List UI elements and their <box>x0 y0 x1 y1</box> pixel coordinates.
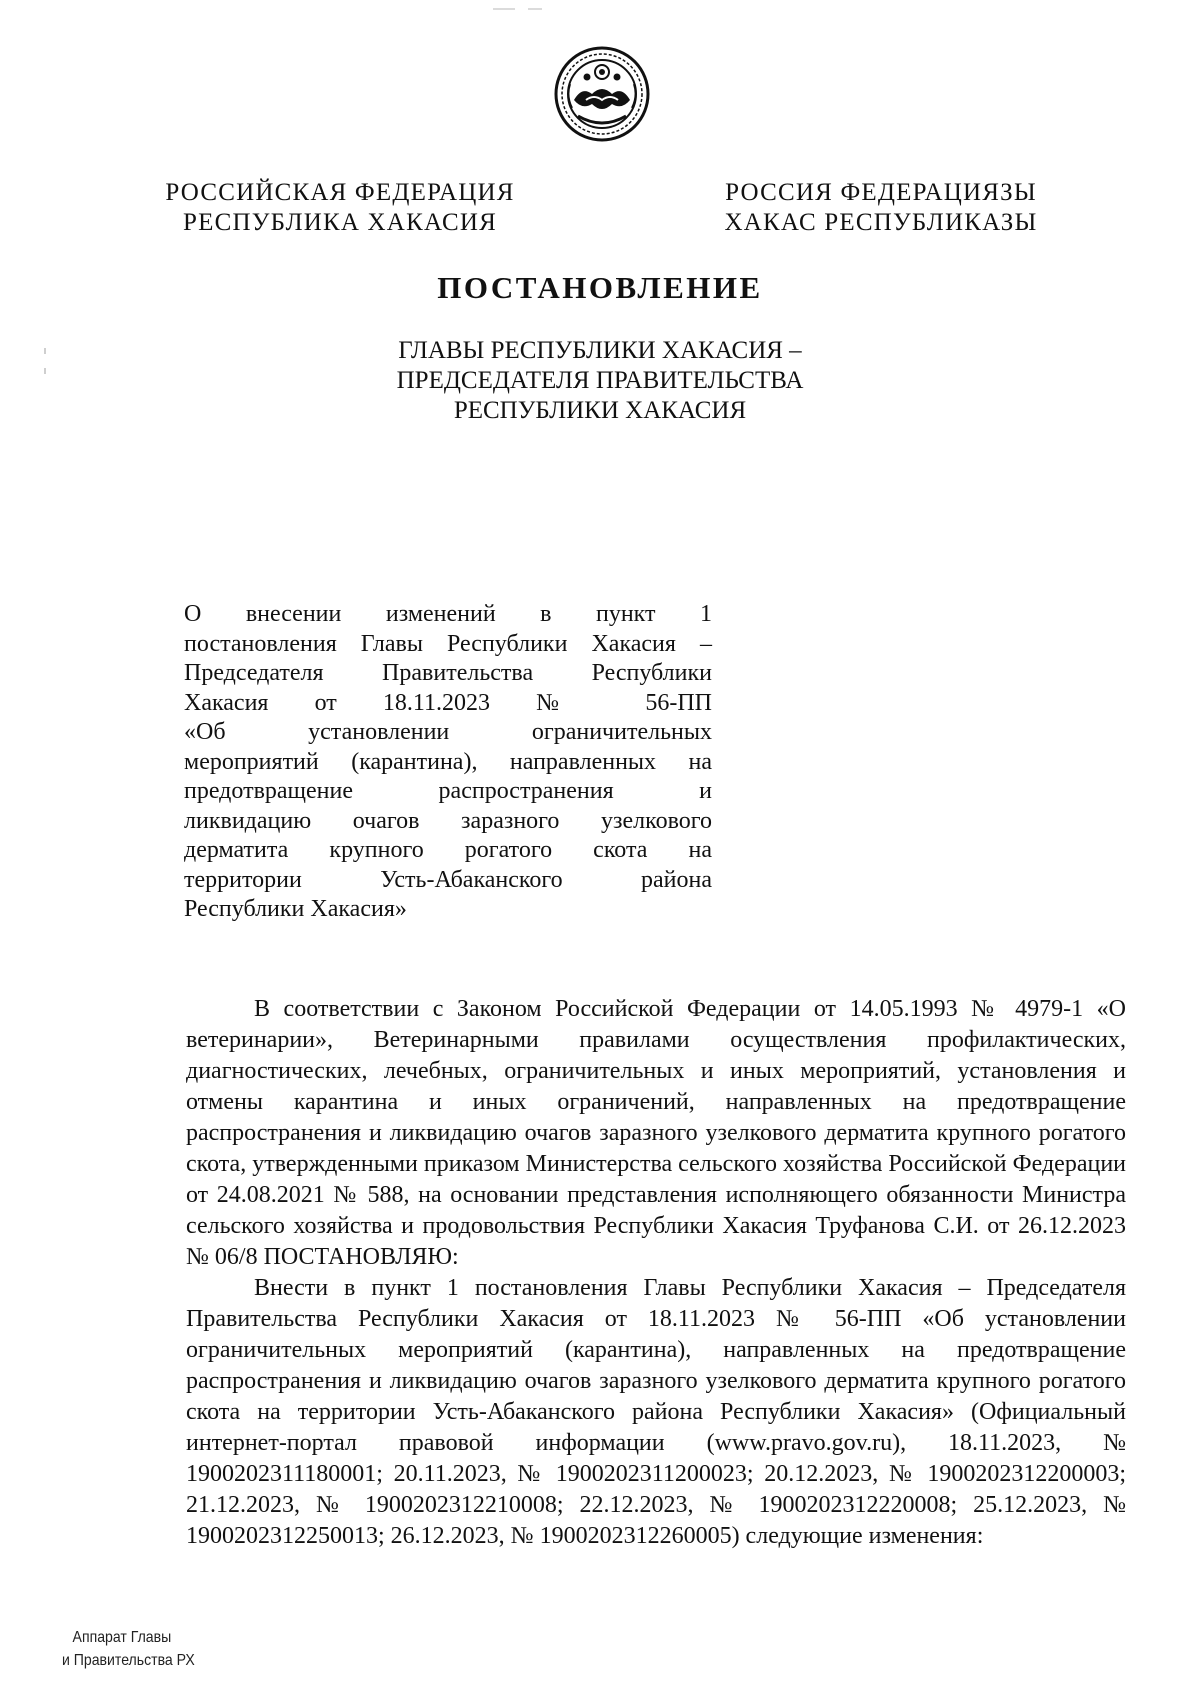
subject-line: ликвидацию очагов заразного узелкового <box>184 807 712 834</box>
scan-artefact <box>493 8 515 10</box>
header-left-line: РЕСПУБЛИКА ХАКАСИЯ <box>183 209 497 236</box>
department-stamp <box>62 1626 195 1672</box>
subject-line: дерматита крупного рогатого скота на <box>184 837 712 863</box>
scan-artefact <box>528 8 542 10</box>
subject-line: территории Усть-Абаканского района <box>184 866 712 893</box>
stamp-line: и Правительства РХ <box>62 1652 195 1669</box>
subject-line: О внесении изменений в пункт 1 <box>184 601 712 627</box>
subject-line: мероприятий (карантина), направленных на <box>184 748 712 775</box>
coat-of-arms-khakassia-icon <box>552 44 652 144</box>
subject-line: Республики Хакасия» <box>184 896 407 922</box>
subject-line: постановления Главы Республики Хакасия – <box>184 630 712 657</box>
subtitle-line: ГЛАВЫ РЕСПУБЛИКИ ХАКАСИЯ – <box>398 337 802 364</box>
subject-line: Председателя Правительства Республики <box>184 660 712 686</box>
header-left <box>160 178 520 238</box>
subject-line: Хакасия от 18.11.2023 № 56-ПП <box>184 689 712 716</box>
subject-line: «Об установлении ограничительных <box>184 719 712 745</box>
subtitle-line: РЕСПУБЛИКИ ХАКАСИЯ <box>453 397 747 424</box>
document-title: ПОСТАНОВЛЕНИЕ <box>437 270 763 305</box>
header-right-line: ХАКАС РЕСПУБЛИКАЗЫ <box>724 209 1038 236</box>
body-paragraph: Внести в пункт 1 постановления Главы Республики Хакасия – Председателя Правительства Республики Хакасия от 18.11.2023 № 56-ПП «Об установлении ограничительных мероприятий (карантина), направленных на предотвращение распространения и ликвидацию очагов заразного узелкового дерматита крупного рогатого скота на территории Усть-Абаканского района Республики Хакасия» (Официальный интернет-портал правовой информации (www.pravo.gov.ru), 18.11.2023, № 1900202311180001; 20.11.2023, № 1900202311200023; 20.12.2023, № 1900202312200003; 21.12.2023, № 1900202312210008; 22.12.2023, № 1900202312220008; 25.12.2023, № 1900202312250013; 26.12.2023, № 1900202312260005) следующие изменения: <box>186 1275 1126 1549</box>
header-right-line: РОССИЯ ФЕДЕРАЦИЯЗЫ <box>725 179 1037 206</box>
header-right <box>716 178 1046 238</box>
subject-line: предотвращение распространения и <box>184 778 712 804</box>
stamp-line: Аппарат Главы <box>72 1629 172 1646</box>
document-subject <box>184 600 712 925</box>
header-left-line: РОССИЙСКАЯ ФЕДЕРАЦИЯ <box>165 179 515 206</box>
document-body <box>186 994 1126 1552</box>
document-subtitle <box>0 336 1200 426</box>
body-paragraph: В соответствии с Законом Российской Федерации от 14.05.1993 № 4979-1 «О ветеринарии», Ветеринарными правилами осуществления профилактических, диагностических, лечебных, ограничительных и иных мероприятий, установления и отмены карантина и иных ограничений, направленных на предотвращение распространения и ликвидацию очагов заразного узелкового дерматита крупного рогатого скота, утвержденными приказом Министерства сельского хозяйства Российской Федерации от 24.08.2021 № 588, на основании представления исполняющего обязанности Министра сельского хозяйства и продовольствия Республики Хакасия Труфанова С.И. от 26.12.2023 № 06/8 ПОСТАНОВЛЯЮ: <box>186 996 1126 1270</box>
subtitle-line: ПРЕДСЕДАТЕЛЯ ПРАВИТЕЛЬСТВА <box>396 367 804 394</box>
